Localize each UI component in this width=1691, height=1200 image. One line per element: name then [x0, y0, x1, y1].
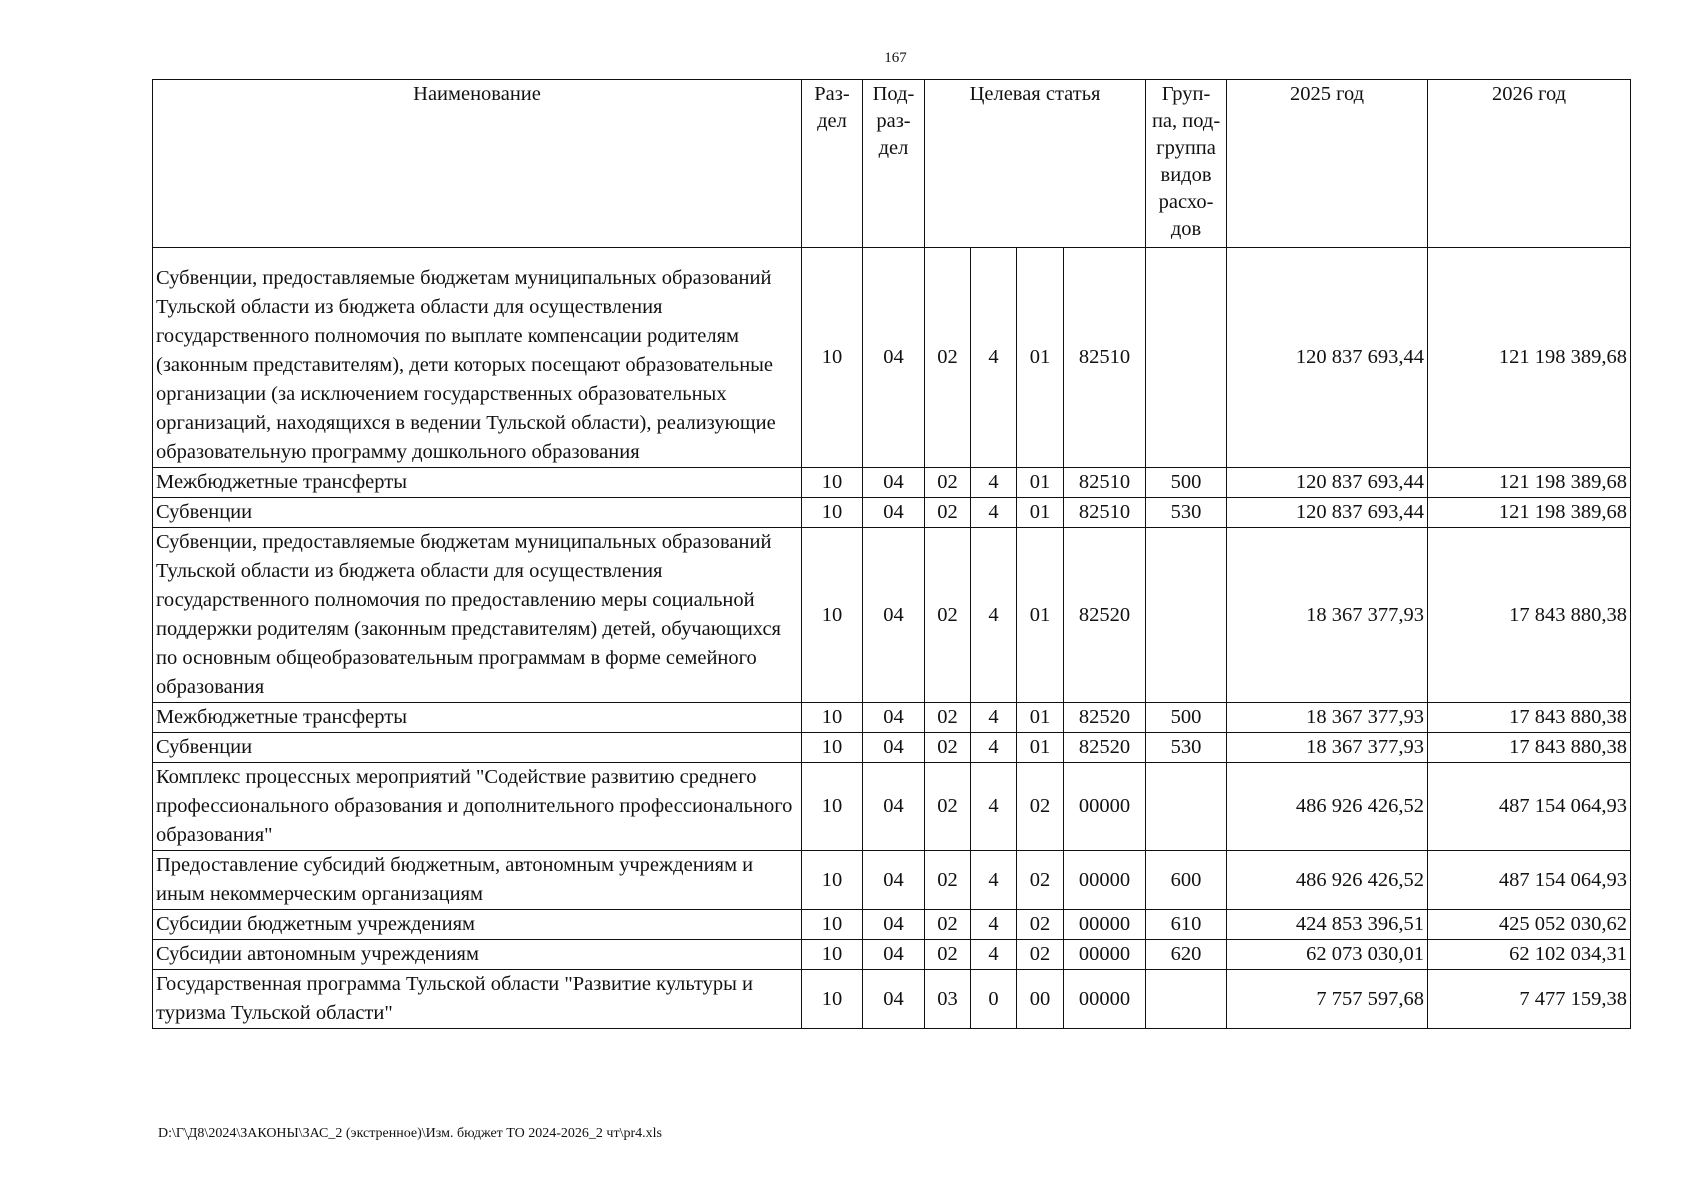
cell-target-structural: 00 — [1017, 970, 1064, 1029]
cell-2026: 487 154 064,93 — [1428, 851, 1631, 910]
cell-name: Государственная программа Тульской области "Развитие культуры и туризма Тульской области" — [153, 970, 802, 1029]
cell-target-structural: 01 — [1017, 498, 1064, 528]
header-2025: 2025 год — [1227, 80, 1428, 248]
cell-target-direction: 82520 — [1064, 733, 1146, 763]
header-row — [153, 80, 1631, 248]
cell-group — [1146, 763, 1227, 851]
cell-podrazdel: 04 — [863, 851, 925, 910]
table-row — [153, 763, 1631, 851]
cell-target-program: 02 — [925, 248, 971, 468]
cell-2025: 18 367 377,93 — [1227, 733, 1428, 763]
cell-target-program: 02 — [925, 703, 971, 733]
cell-name: Комплекс процессных мероприятий "Содействие развитию среднего профессионального образования и дополнительного профессионального образования" — [153, 763, 802, 851]
cell-2025: 18 367 377,93 — [1227, 528, 1428, 703]
cell-2025: 424 853 396,51 — [1227, 910, 1428, 940]
cell-target-type: 0 — [971, 970, 1017, 1029]
cell-razdel: 10 — [802, 940, 863, 970]
table-row — [153, 733, 1631, 763]
cell-podrazdel: 04 — [863, 703, 925, 733]
cell-target-type: 4 — [971, 528, 1017, 703]
header-target: Целевая статья — [925, 80, 1146, 248]
cell-2026: 121 198 389,68 — [1428, 468, 1631, 498]
cell-target-direction: 00000 — [1064, 851, 1146, 910]
table-row — [153, 468, 1631, 498]
cell-razdel: 10 — [802, 851, 863, 910]
cell-2025: 120 837 693,44 — [1227, 248, 1428, 468]
cell-target-direction: 82510 — [1064, 498, 1146, 528]
cell-target-program: 02 — [925, 940, 971, 970]
cell-2026: 487 154 064,93 — [1428, 763, 1631, 851]
cell-target-direction: 82520 — [1064, 703, 1146, 733]
cell-target-program: 02 — [925, 733, 971, 763]
footer-file-path: D:\Г\Д8\2024\ЗАКОНЫ\ЗАС_2 (экстренное)\Изм. бюджет ТО 2024-2026_2 чт\pr4.xls — [158, 1126, 662, 1141]
cell-2025: 120 837 693,44 — [1227, 498, 1428, 528]
cell-target-type: 4 — [971, 763, 1017, 851]
cell-2025: 486 926 426,52 — [1227, 763, 1428, 851]
cell-group: 500 — [1146, 468, 1227, 498]
cell-2025: 62 073 030,01 — [1227, 940, 1428, 970]
cell-group: 500 — [1146, 703, 1227, 733]
cell-target-program: 02 — [925, 468, 971, 498]
cell-target-structural: 01 — [1017, 528, 1064, 703]
cell-target-type: 4 — [971, 703, 1017, 733]
cell-target-type: 4 — [971, 910, 1017, 940]
cell-group — [1146, 970, 1227, 1029]
cell-razdel: 10 — [802, 248, 863, 468]
cell-podrazdel: 04 — [863, 498, 925, 528]
cell-target-direction: 00000 — [1064, 970, 1146, 1029]
cell-2026: 121 198 389,68 — [1428, 498, 1631, 528]
cell-target-type: 4 — [971, 851, 1017, 910]
cell-name: Межбюджетные трансферты — [153, 468, 802, 498]
cell-target-direction: 00000 — [1064, 940, 1146, 970]
cell-razdel: 10 — [802, 733, 863, 763]
header-2026: 2026 год — [1428, 80, 1631, 248]
cell-2025: 7 757 597,68 — [1227, 970, 1428, 1029]
header-podrazdel: Под- раз- дел — [863, 80, 925, 248]
cell-target-direction: 00000 — [1064, 910, 1146, 940]
cell-podrazdel: 04 — [863, 970, 925, 1029]
cell-name: Субсидии автономным учреждениям — [153, 940, 802, 970]
cell-2026: 121 198 389,68 — [1428, 248, 1631, 468]
cell-name: Субвенции, предоставляемые бюджетам муниципальных образований Тульской области из бюджета области для осуществления государственного полномочия по предоставлению меры социальной поддержки родителям (законным представителям) детей, обучающихся по основным общеобразовательным программам в форме семейного образования — [153, 528, 802, 703]
page-number: 167 — [884, 50, 907, 66]
table-row — [153, 940, 1631, 970]
cell-target-structural: 02 — [1017, 763, 1064, 851]
cell-target-type: 4 — [971, 498, 1017, 528]
cell-target-type: 4 — [971, 468, 1017, 498]
cell-group: 620 — [1146, 940, 1227, 970]
cell-name: Субсидии бюджетным учреждениям — [153, 910, 802, 940]
cell-target-program: 02 — [925, 498, 971, 528]
table-body — [153, 248, 1631, 1029]
cell-group: 610 — [1146, 910, 1227, 940]
cell-podrazdel: 04 — [863, 528, 925, 703]
cell-razdel: 10 — [802, 703, 863, 733]
cell-target-structural: 02 — [1017, 851, 1064, 910]
cell-target-direction: 82510 — [1064, 248, 1146, 468]
cell-target-type: 4 — [971, 733, 1017, 763]
cell-target-program: 02 — [925, 851, 971, 910]
table-row — [153, 703, 1631, 733]
cell-group — [1146, 248, 1227, 468]
cell-target-structural: 02 — [1017, 940, 1064, 970]
cell-razdel: 10 — [802, 970, 863, 1029]
cell-podrazdel: 04 — [863, 733, 925, 763]
cell-podrazdel: 04 — [863, 248, 925, 468]
cell-2025: 120 837 693,44 — [1227, 468, 1428, 498]
cell-name: Межбюджетные трансферты — [153, 703, 802, 733]
cell-target-program: 02 — [925, 763, 971, 851]
cell-razdel: 10 — [802, 910, 863, 940]
cell-podrazdel: 04 — [863, 910, 925, 940]
cell-target-structural: 01 — [1017, 733, 1064, 763]
budget-table — [152, 79, 1631, 1029]
cell-group: 530 — [1146, 498, 1227, 528]
cell-target-direction: 00000 — [1064, 763, 1146, 851]
cell-name: Субвенции, предоставляемые бюджетам муниципальных образований Тульской области из бюджета области для осуществления государственного полномочия по выплате компенсации родителям (законным представителям), дети которых посещают образовательные организации (за исключением государственных образовательных организаций, находящихся в ведении Тульской области), реализующие образовательную программу дошкольного образования — [153, 248, 802, 468]
cell-name: Субвенции — [153, 498, 802, 528]
cell-group — [1146, 528, 1227, 703]
cell-target-type: 4 — [971, 248, 1017, 468]
cell-podrazdel: 04 — [863, 940, 925, 970]
header-razdel: Раз- дел — [802, 80, 863, 248]
cell-target-direction: 82510 — [1064, 468, 1146, 498]
table-row — [153, 851, 1631, 910]
header-name: Наименование — [153, 80, 802, 248]
cell-target-structural: 02 — [1017, 910, 1064, 940]
table-row — [153, 528, 1631, 703]
cell-name: Предоставление субсидий бюджетным, автономным учреждениям и иным некоммерческим организациям — [153, 851, 802, 910]
cell-target-structural: 01 — [1017, 468, 1064, 498]
cell-name: Субвенции — [153, 733, 802, 763]
cell-2026: 425 052 030,62 — [1428, 910, 1631, 940]
table-row — [153, 248, 1631, 468]
cell-target-program: 02 — [925, 528, 971, 703]
cell-target-program: 02 — [925, 910, 971, 940]
table-row — [153, 970, 1631, 1029]
cell-target-type: 4 — [971, 940, 1017, 970]
cell-target-program: 03 — [925, 970, 971, 1029]
cell-razdel: 10 — [802, 498, 863, 528]
cell-razdel: 10 — [802, 528, 863, 703]
cell-podrazdel: 04 — [863, 468, 925, 498]
cell-2025: 18 367 377,93 — [1227, 703, 1428, 733]
cell-razdel: 10 — [802, 763, 863, 851]
cell-razdel: 10 — [802, 468, 863, 498]
cell-target-structural: 01 — [1017, 248, 1064, 468]
cell-2026: 7 477 159,38 — [1428, 970, 1631, 1029]
cell-2026: 17 843 880,38 — [1428, 733, 1631, 763]
cell-2026: 17 843 880,38 — [1428, 703, 1631, 733]
header-group: Груп- па, под- группа видов расхо- дов — [1146, 80, 1227, 248]
cell-2026: 17 843 880,38 — [1428, 528, 1631, 703]
cell-target-structural: 01 — [1017, 703, 1064, 733]
cell-group: 530 — [1146, 733, 1227, 763]
cell-2025: 486 926 426,52 — [1227, 851, 1428, 910]
cell-podrazdel: 04 — [863, 763, 925, 851]
cell-target-direction: 82520 — [1064, 528, 1146, 703]
table-row — [153, 910, 1631, 940]
table-row — [153, 498, 1631, 528]
cell-2026: 62 102 034,31 — [1428, 940, 1631, 970]
cell-group: 600 — [1146, 851, 1227, 910]
